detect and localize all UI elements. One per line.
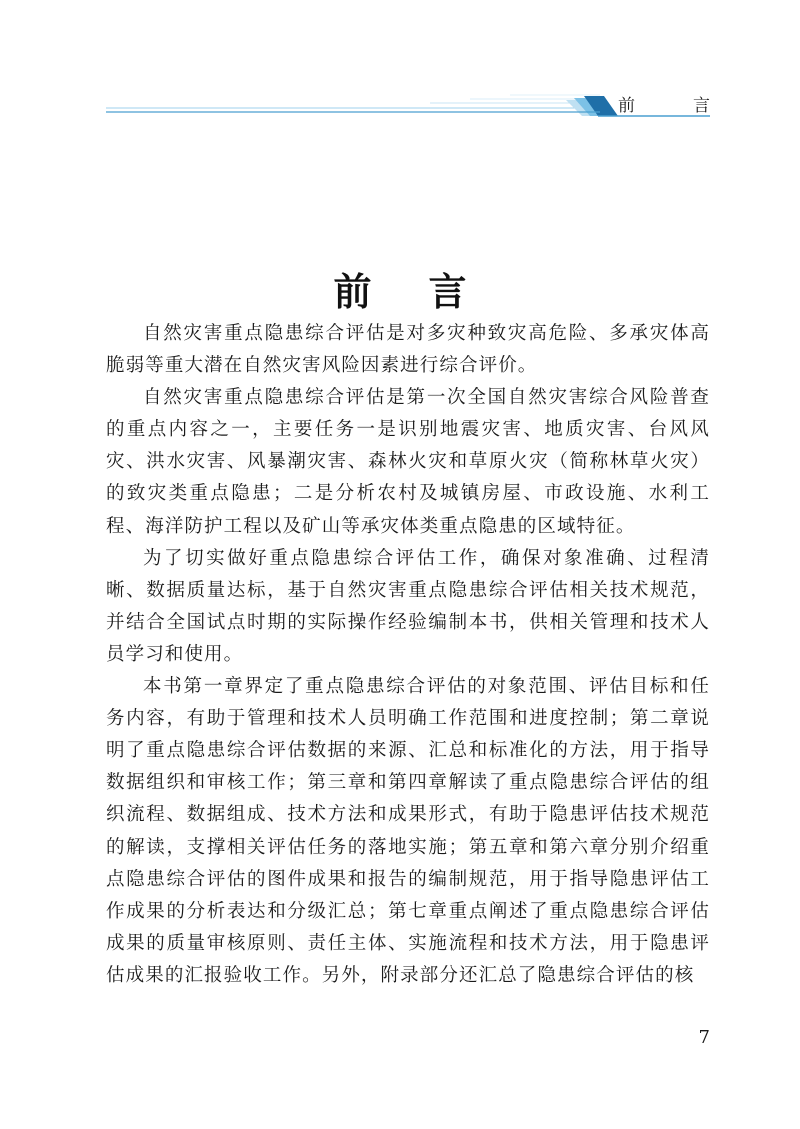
paragraph: 自然灾害重点隐患综合评估是第一次全国自然灾害综合风险普查的重点内容之一，主要任务一是识别地震灾害、地质灾害、台风风灾、洪水灾害、风暴潮灾害、森林火灾和草原火灾（简称林草火灾）的致灾类重点隐患；二是分析农村及城镇房屋、市政设施、水利工程、海洋防护工程以及矿山等承灾体类重点隐患的区域特征。 [106,387,710,537]
running-header-char: 前 [618,96,635,116]
page-number: 7 [698,1027,710,1048]
chapter-title: 前言 [333,269,524,315]
paragraph: 本书第一章界定了重点隐患综合评估的对象范围、评估目标和任务内容，有助于管理和技术人员明确工作范围和进度控制；第二章说明了重点隐患综合评估数据的来源、汇总和标准化的方法，用于指导数据组织和审核工作；第三章和第四章解读了重点隐患综合评估的组织流程、数据组成、技术方法和成果形式，有助于隐患评估技术规范的解读，支撑相关评估任务的落地实施；第五章和第六章分别介绍重点隐患综合评估的图件成果和报告的编制规范，用于指导隐患评估工作成果的分析表达和分级汇总；第七章重点阐述了重点隐患综合评估成果的质量审核原则、责任主体、实施流程和技术方法，用于隐患评估成果的汇报验收工作。另外，附录部分还汇总了隐患综合评估的核 [106,676,710,986]
running-header-title [618,91,710,116]
body-text [106,318,710,992]
paragraph: 自然灾害重点隐患综合评估是对多灾种致灾高危险、多承灾体高脆弱等重大潜在自然灾害风险因素进行综合评价。 [106,323,710,377]
running-header [0,0,800,130]
paragraph: 为了切实做好重点隐患综合评估工作，确保对象准确、过程清晰、数据质量达标，基于自然灾害重点隐患综合评估相关技术规范，并结合全国试点时期的实际操作经验编制本书，供相关管理和技术人员学习和使用。 [106,547,710,665]
running-header-char: 言 [693,96,710,116]
